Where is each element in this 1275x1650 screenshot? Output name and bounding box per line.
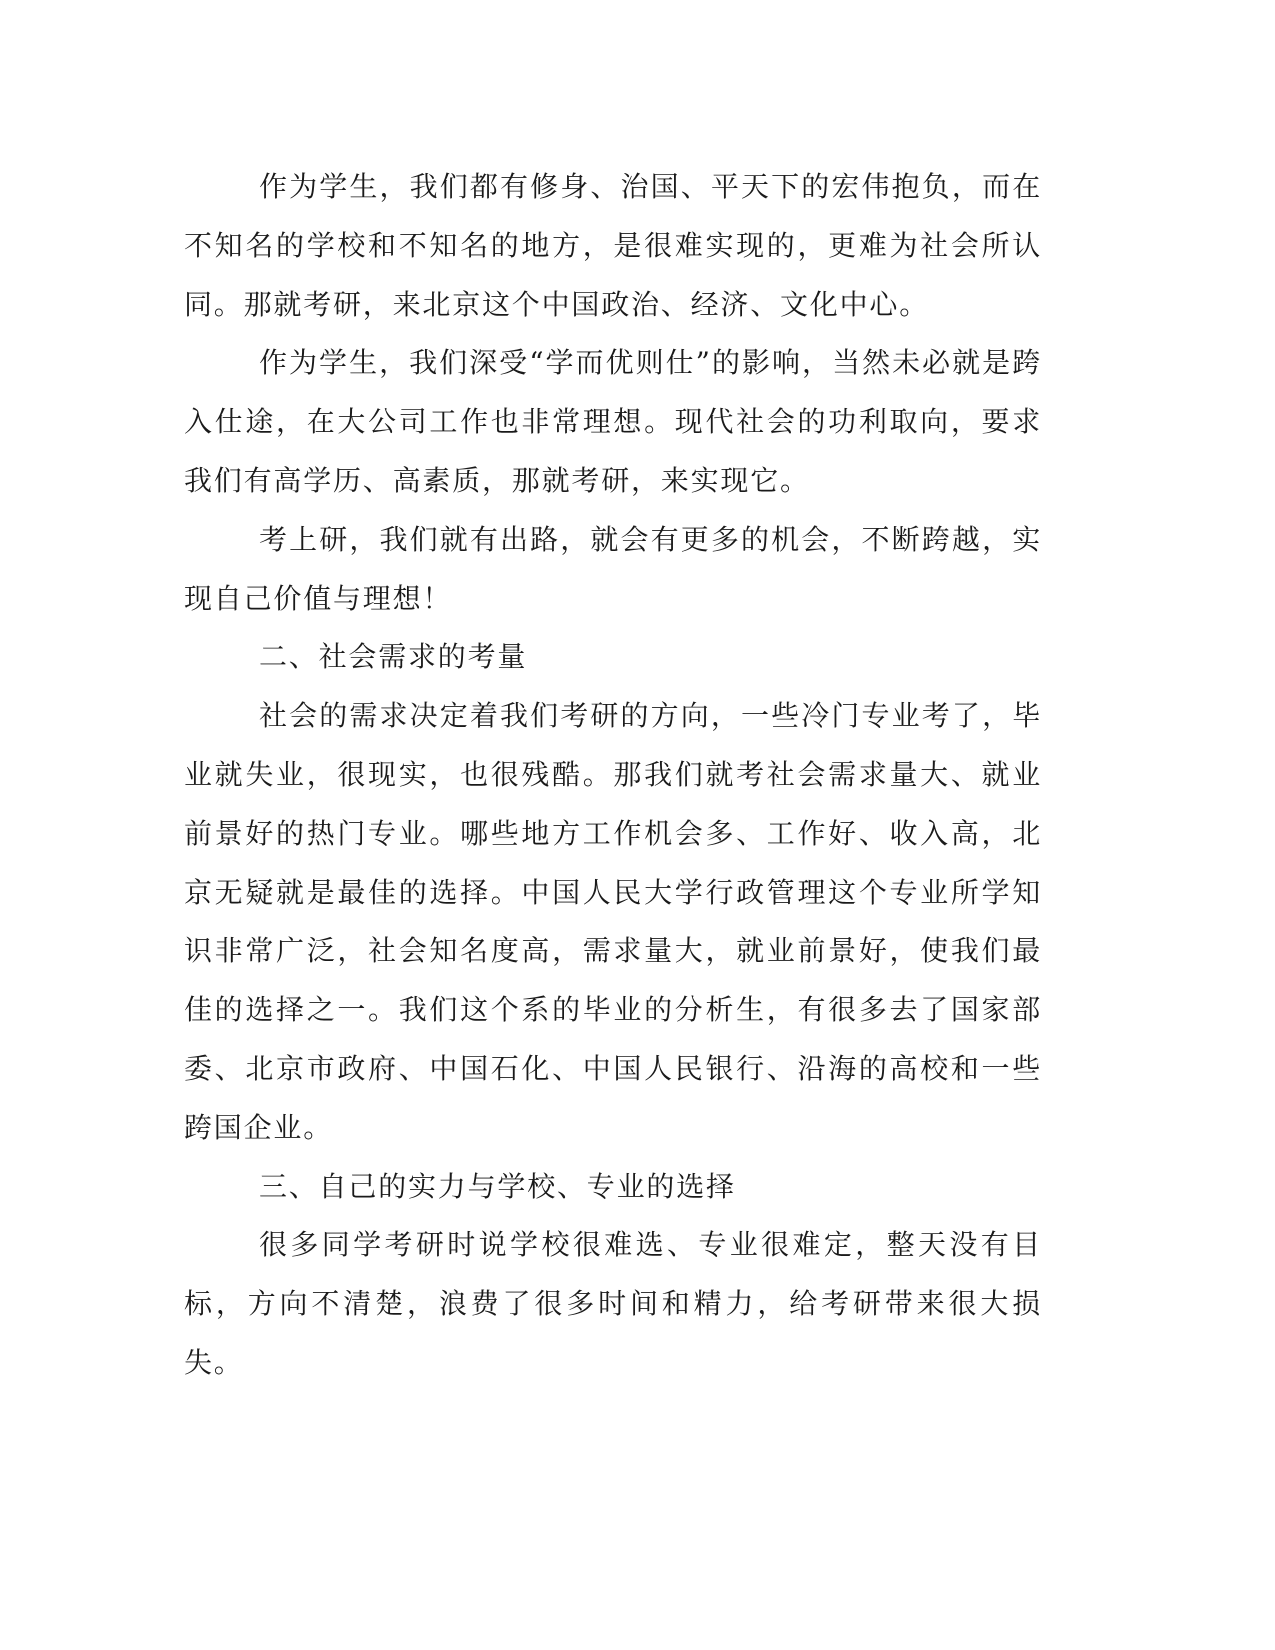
- section-heading-3: 三、自己的实力与学校、专业的选择: [259, 1169, 736, 1203]
- paragraph-5: 很多同学考研时说学校很难选、专业很难定，整天没有目标，方向不清楚，浪费了很多时间和精力，给考研带来很大损失。: [184, 1228, 1042, 1379]
- paragraph-2: 作为学生，我们深受“学而优则仕”的影响，当然未必就是跨入仕途，在大公司工作也非常理想。现代社会的功利取向，要求我们有高学历、高素质，那就考研，来实现它。: [184, 346, 1042, 497]
- paragraph-4: 社会的需求决定着我们考研的方向，一些冷门专业考了，毕业就失业，很现实，也很残酷。那我们就考社会需求量大、就业前景好的热门专业。哪些地方工作机会多、工作好、收入高，北京无疑就是最佳的选择。中国人民大学行政管理这个专业所学知识非常广泛，社会知名度高，需求量大，就业前景好，使我们最佳的选择之一。我们这个系的毕业的分析生，有很多去了国家部委、北京市政府、中国石化、中国人民银行、沿海的高校和一些跨国企业。: [184, 699, 1042, 1144]
- paragraph-1: 作为学生，我们都有修身、治国、平天下的宏伟抱负，而在不知名的学校和不知名的地方，是很难实现的，更难为社会所认同。那就考研，来北京这个中国政治、经济、文化中心。: [184, 170, 1042, 321]
- paragraph-3: 考上研，我们就有出路，就会有更多的机会，不断跨越，实现自己价值与理想！: [184, 522, 1042, 615]
- section-heading-2: 二、社会需求的考量: [259, 640, 528, 674]
- document-body: [184, 158, 1042, 1393]
